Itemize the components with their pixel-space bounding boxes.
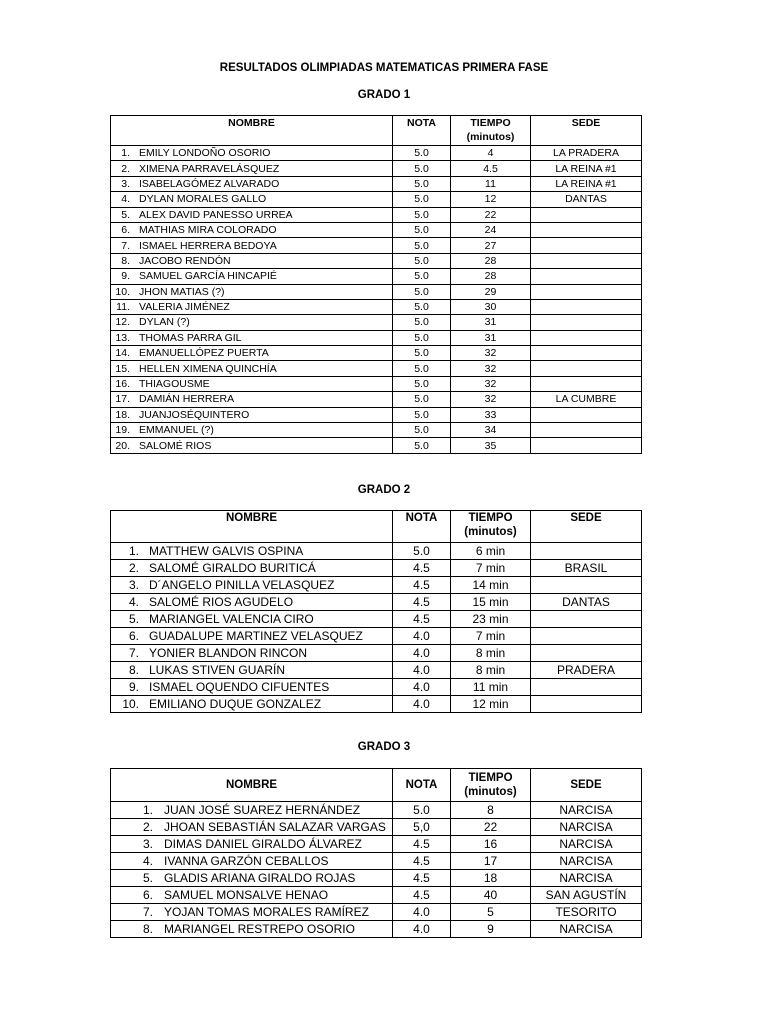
nota-cell: 4.5 (393, 870, 451, 887)
tiempo-cell: 32 (451, 376, 531, 391)
nota-cell: 5.0 (393, 346, 451, 361)
table-row (111, 315, 642, 330)
nota-cell: 4.5 (393, 611, 451, 628)
table-row (111, 330, 642, 345)
sede-cell: DANTAS (531, 594, 642, 611)
sede-cell: NARCISA (531, 802, 642, 819)
tiempo-cell: 7 min (451, 628, 531, 645)
row-number: 8. (121, 254, 130, 267)
row-number: 19. (115, 424, 130, 437)
table-row (111, 836, 642, 853)
nota-cell: 5.0 (393, 192, 451, 207)
table-row (111, 176, 642, 191)
student-name: SAMUEL MONSALVE HENAO (164, 888, 329, 902)
table-row (111, 407, 642, 422)
nombre-cell (111, 407, 393, 422)
student-name: JUAN JOSÉ SUAREZ HERNÁNDEZ (164, 803, 361, 817)
page-title: RESULTADOS OLIMPIADAS MATEMATICAS PRIMERA FASE (219, 62, 549, 74)
student-name: JHON MATIAS (?) (139, 285, 225, 298)
nombre-cell (111, 238, 393, 253)
tiempo-cell: 11 min (451, 679, 531, 696)
tiempo-cell: 31 (451, 330, 531, 345)
sede-cell: NARCISA (531, 819, 642, 836)
header-sede: SEDE (531, 116, 642, 146)
table-row (111, 628, 642, 645)
table-row (111, 146, 642, 161)
table-row (111, 192, 642, 207)
row-number: 4. (121, 193, 130, 206)
student-name: SALOMÉ GIRALDO BURITICÁ (149, 561, 316, 575)
tiempo-cell: 24 (451, 222, 531, 237)
nota-cell: 4.0 (393, 645, 451, 662)
student-name: JUANJOSÉQUINTERO (139, 408, 250, 421)
sede-cell: PRADERA (531, 662, 642, 679)
nombre-cell (111, 423, 393, 438)
student-name: YONIER BLANDON RINCON (149, 646, 308, 660)
tiempo-cell: 32 (451, 392, 531, 407)
nombre-cell (111, 611, 393, 628)
grado-2-table (110, 510, 642, 713)
student-name: THIAGOUSME (139, 378, 210, 391)
header-nota: NOTA (393, 116, 451, 146)
nombre-cell (111, 836, 393, 853)
table-row (111, 222, 642, 237)
grado-1-heading: GRADO 1 (357, 89, 411, 101)
student-name: GUADALUPE MARTINEZ VELASQUEZ (149, 629, 363, 643)
table-row (111, 423, 642, 438)
nombre-cell (111, 594, 393, 611)
sede-cell: LA REINA #1 (531, 161, 642, 176)
tiempo-cell: 28 (451, 269, 531, 284)
nota-cell: 5.0 (393, 161, 451, 176)
row-number: 10. (115, 285, 130, 298)
nota-cell: 4.0 (393, 921, 451, 938)
student-name: EMMANUEL (?) (139, 424, 214, 437)
sede-cell: TESORITO (531, 904, 642, 921)
table-row (111, 161, 642, 176)
nombre-cell (111, 904, 393, 921)
tiempo-cell: 23 min (451, 611, 531, 628)
table-row (111, 299, 642, 314)
table-row (111, 284, 642, 299)
tiempo-cell: 34 (451, 423, 531, 438)
sede-cell (531, 376, 642, 391)
tiempo-cell: 32 (451, 361, 531, 376)
row-number: 1. (121, 147, 130, 160)
row-number: 16. (115, 378, 130, 391)
table-row (111, 679, 642, 696)
nota-cell: 5.0 (393, 376, 451, 391)
nombre-cell (111, 802, 393, 819)
table-row (111, 611, 642, 628)
sede-cell: LA REINA #1 (531, 176, 642, 191)
tiempo-cell: 8 min (451, 645, 531, 662)
nota-cell: 5.0 (393, 238, 451, 253)
nombre-cell (111, 146, 393, 161)
header-sede: SEDE (531, 511, 642, 543)
sede-cell (531, 696, 642, 713)
row-number: 5. (128, 612, 139, 626)
nota-cell: 5.0 (393, 299, 451, 314)
nota-cell: 4.0 (393, 679, 451, 696)
tiempo-cell: 35 (451, 438, 531, 453)
table-row (111, 346, 642, 361)
table-row (111, 594, 642, 611)
nota-cell: 5.0 (393, 315, 451, 330)
student-name: DYLAN MORALES GALLO (139, 193, 267, 206)
row-number: 20. (115, 439, 130, 452)
nombre-cell (111, 870, 393, 887)
tiempo-cell: 22 (451, 819, 531, 836)
student-name: JHOAN SEBASTIÁN SALAZAR VARGAS (164, 820, 386, 834)
row-number: 10. (122, 697, 139, 711)
table-row (111, 361, 642, 376)
header-tiempo: TIEMPO (minutos) (451, 769, 531, 802)
row-number: 1. (142, 803, 153, 817)
row-number: 2. (128, 561, 139, 575)
student-name: EMILIANO DUQUE GONZALEZ (149, 697, 322, 711)
row-number: 2. (142, 820, 153, 834)
student-name: MARIANGEL RESTREPO OSORIO (164, 922, 355, 936)
student-name: ISMAEL OQUENDO CIFUENTES (149, 680, 330, 694)
sede-cell (531, 361, 642, 376)
sede-cell: NARCISA (531, 921, 642, 938)
tiempo-cell: 11 (451, 176, 531, 191)
sede-cell (531, 207, 642, 222)
student-name: IVANNA GARZÓN CEBALLOS (164, 854, 329, 868)
header-nota: NOTA (393, 769, 451, 802)
row-number: 5. (142, 871, 153, 885)
student-name: JACOBO RENDÓN (139, 254, 231, 267)
nombre-cell (111, 161, 393, 176)
table-row (111, 238, 642, 253)
nota-cell: 4.5 (393, 560, 451, 577)
student-name: LUKAS STIVEN GUARÍN (149, 663, 286, 677)
student-name: SALOMÉ RIOS AGUDELO (149, 595, 294, 609)
header-nombre: NOMBRE (111, 511, 393, 543)
tiempo-cell: 12 (451, 192, 531, 207)
table-row (111, 543, 642, 560)
nombre-cell (111, 392, 393, 407)
nota-cell: 5.0 (393, 392, 451, 407)
table-row (111, 870, 642, 887)
tiempo-cell: 8 min (451, 662, 531, 679)
nombre-cell (111, 192, 393, 207)
student-name: GLADIS ARIANA GIRALDO ROJAS (164, 871, 356, 885)
nombre-cell (111, 376, 393, 391)
sede-cell (531, 238, 642, 253)
student-name: DAMIÁN HERRERA (139, 393, 235, 406)
nota-cell: 4.0 (393, 696, 451, 713)
nota-cell: 5,0 (393, 819, 451, 836)
student-name: THOMAS PARRA GIL (139, 331, 242, 344)
sede-cell: NARCISA (531, 853, 642, 870)
sede-cell: LA PRADERA (531, 146, 642, 161)
tiempo-cell: 9 (451, 921, 531, 938)
row-number: 2. (121, 162, 130, 175)
table-row (111, 662, 642, 679)
nota-cell: 5.0 (393, 207, 451, 222)
row-number: 6. (142, 888, 153, 902)
row-number: 9. (121, 270, 130, 283)
nota-cell: 5.0 (393, 361, 451, 376)
tiempo-cell: 15 min (451, 594, 531, 611)
nota-cell: 5.0 (393, 423, 451, 438)
sede-cell (531, 315, 642, 330)
row-number: 6. (121, 224, 130, 237)
nota-cell: 4.0 (393, 628, 451, 645)
tiempo-cell: 8 (451, 802, 531, 819)
grado-3-table (110, 768, 642, 938)
tiempo-cell: 30 (451, 299, 531, 314)
tiempo-cell: 22 (451, 207, 531, 222)
tiempo-cell: 7 min (451, 560, 531, 577)
tiempo-cell: 4.5 (451, 161, 531, 176)
student-name: MARIANGEL VALENCIA CIRO (149, 612, 314, 626)
tiempo-cell: 12 min (451, 696, 531, 713)
row-number: 4. (142, 854, 153, 868)
table-row (111, 560, 642, 577)
student-name: SAMUEL GARCÍA HINCAPIÉ (139, 270, 277, 283)
sede-cell: NARCISA (531, 870, 642, 887)
nombre-cell (111, 887, 393, 904)
row-number: 15. (115, 362, 130, 375)
nota-cell: 4.5 (393, 853, 451, 870)
table-row (111, 819, 642, 836)
table-row (111, 853, 642, 870)
table-row (111, 376, 642, 391)
sede-cell (531, 679, 642, 696)
sede-cell: DANTAS (531, 192, 642, 207)
nota-cell: 5.0 (393, 802, 451, 819)
nota-cell: 4.5 (393, 594, 451, 611)
sede-cell (531, 628, 642, 645)
nombre-cell (111, 253, 393, 268)
sede-cell: NARCISA (531, 836, 642, 853)
header-tiempo: TIEMPO (minutos) (451, 116, 531, 146)
row-number: 7. (121, 239, 130, 252)
student-name: DYLAN (?) (139, 316, 190, 329)
nombre-cell (111, 853, 393, 870)
nombre-cell (111, 628, 393, 645)
nombre-cell (111, 921, 393, 938)
sede-cell (531, 407, 642, 422)
nota-cell: 5.0 (393, 146, 451, 161)
student-name: D´ANGELO PINILLA VELASQUEZ (149, 578, 335, 592)
grado-3-heading: GRADO 3 (357, 741, 411, 753)
student-name: HELLEN XIMENA QUINCHÍA (139, 362, 277, 375)
table-row (111, 802, 642, 819)
sede-cell (531, 543, 642, 560)
sede-cell (531, 423, 642, 438)
row-number: 7. (142, 905, 153, 919)
row-number: 14. (115, 347, 130, 360)
table-row (111, 887, 642, 904)
row-number: 7. (128, 646, 139, 660)
sede-cell (531, 299, 642, 314)
tiempo-cell: 6 min (451, 543, 531, 560)
nota-cell: 5.0 (393, 222, 451, 237)
table-row (111, 921, 642, 938)
row-number: 17. (115, 393, 130, 406)
nota-cell: 5.0 (393, 253, 451, 268)
nombre-cell (111, 299, 393, 314)
row-number: 1. (128, 544, 139, 558)
tiempo-cell: 27 (451, 238, 531, 253)
row-number: 9. (128, 680, 139, 694)
student-name: ISMAEL HERRERA BEDOYA (139, 239, 277, 252)
sede-cell (531, 645, 642, 662)
student-name: EMANUELLÓPEZ PUERTA (139, 347, 269, 360)
nota-cell: 4.5 (393, 577, 451, 594)
sede-cell (531, 284, 642, 299)
nota-cell: 4.5 (393, 887, 451, 904)
row-number: 11. (116, 301, 130, 314)
nota-cell: 5.0 (393, 438, 451, 453)
nombre-cell (111, 560, 393, 577)
tiempo-cell: 5 (451, 904, 531, 921)
nombre-cell (111, 269, 393, 284)
tiempo-cell: 18 (451, 870, 531, 887)
sede-cell (531, 577, 642, 594)
header-nombre: NOMBRE (111, 769, 393, 802)
nombre-cell (111, 662, 393, 679)
row-number: 12. (115, 316, 130, 329)
table-row (111, 253, 642, 268)
tiempo-cell: 14 min (451, 577, 531, 594)
student-name: DIMAS DANIEL GIRALDO ÁLVAREZ (164, 837, 362, 851)
tiempo-cell: 17 (451, 853, 531, 870)
table-row (111, 392, 642, 407)
tiempo-cell: 40 (451, 887, 531, 904)
nombre-cell (111, 361, 393, 376)
nombre-cell (111, 315, 393, 330)
nota-cell: 5.0 (393, 330, 451, 345)
nota-cell: 5.0 (393, 407, 451, 422)
sede-cell (531, 611, 642, 628)
nombre-cell (111, 438, 393, 453)
tiempo-cell: 31 (451, 315, 531, 330)
row-number: 4. (128, 595, 139, 609)
sede-cell (531, 346, 642, 361)
tiempo-cell: 32 (451, 346, 531, 361)
nombre-cell (111, 645, 393, 662)
student-name: SALOMÉ RIOS (139, 439, 212, 452)
sede-cell (531, 269, 642, 284)
sede-cell (531, 253, 642, 268)
nota-cell: 4.5 (393, 836, 451, 853)
nombre-cell (111, 696, 393, 713)
nota-cell: 4.0 (393, 662, 451, 679)
table-row (111, 696, 642, 713)
sede-cell (531, 222, 642, 237)
student-name: XIMENA PARRAVELÁSQUEZ (139, 162, 280, 175)
nombre-cell (111, 330, 393, 345)
student-name: VALERIA JIMÉNEZ (139, 301, 230, 314)
nombre-cell (111, 577, 393, 594)
student-name: EMILY LONDOÑO OSORIO (139, 147, 271, 160)
nombre-cell (111, 543, 393, 560)
nombre-cell (111, 207, 393, 222)
grado-2-heading: GRADO 2 (357, 484, 411, 496)
table-row (111, 207, 642, 222)
row-number: 8. (142, 922, 153, 936)
row-number: 6. (128, 629, 139, 643)
header-nombre: NOMBRE (111, 116, 393, 146)
header-tiempo: TIEMPO (minutos) (451, 511, 531, 543)
tiempo-cell: 16 (451, 836, 531, 853)
nombre-cell (111, 176, 393, 191)
nota-cell: 5.0 (393, 269, 451, 284)
nota-cell: 4.0 (393, 904, 451, 921)
sede-cell: BRASIL (531, 560, 642, 577)
tiempo-cell: 4 (451, 146, 531, 161)
tiempo-cell: 29 (451, 284, 531, 299)
table-row (111, 577, 642, 594)
nombre-cell (111, 222, 393, 237)
nombre-cell (111, 284, 393, 299)
sede-cell: LA CUMBRE (531, 392, 642, 407)
row-number: 8. (128, 663, 139, 677)
tiempo-cell: 33 (451, 407, 531, 422)
student-name: ISABELAGÓMEZ ALVARADO (139, 177, 280, 190)
student-name: ALEX DAVID PANESSO URREA (139, 208, 293, 221)
row-number: 5. (121, 208, 130, 221)
sede-cell (531, 330, 642, 345)
table-row (111, 269, 642, 284)
table-row (111, 438, 642, 453)
header-sede: SEDE (531, 769, 642, 802)
row-number: 18. (115, 408, 130, 421)
table-row (111, 645, 642, 662)
header-nota: NOTA (393, 511, 451, 543)
nombre-cell (111, 346, 393, 361)
row-number: 3. (142, 837, 153, 851)
student-name: MATHIAS MIRA COLORADO (139, 224, 277, 237)
row-number: 3. (121, 177, 130, 190)
row-number: 13. (115, 331, 130, 344)
student-name: YOJAN TOMAS MORALES RAMÍREZ (164, 905, 369, 919)
nota-cell: 5.0 (393, 176, 451, 191)
sede-cell: SAN AGUSTÍN (531, 887, 642, 904)
grado-1-table (110, 115, 642, 454)
row-number: 3. (128, 578, 139, 592)
student-name: MATTHEW GALVIS OSPINA (149, 544, 304, 558)
nombre-cell (111, 819, 393, 836)
sede-cell (531, 438, 642, 453)
tiempo-cell: 28 (451, 253, 531, 268)
table-row (111, 904, 642, 921)
nombre-cell (111, 679, 393, 696)
nota-cell: 5.0 (393, 543, 451, 560)
nota-cell: 5.0 (393, 284, 451, 299)
